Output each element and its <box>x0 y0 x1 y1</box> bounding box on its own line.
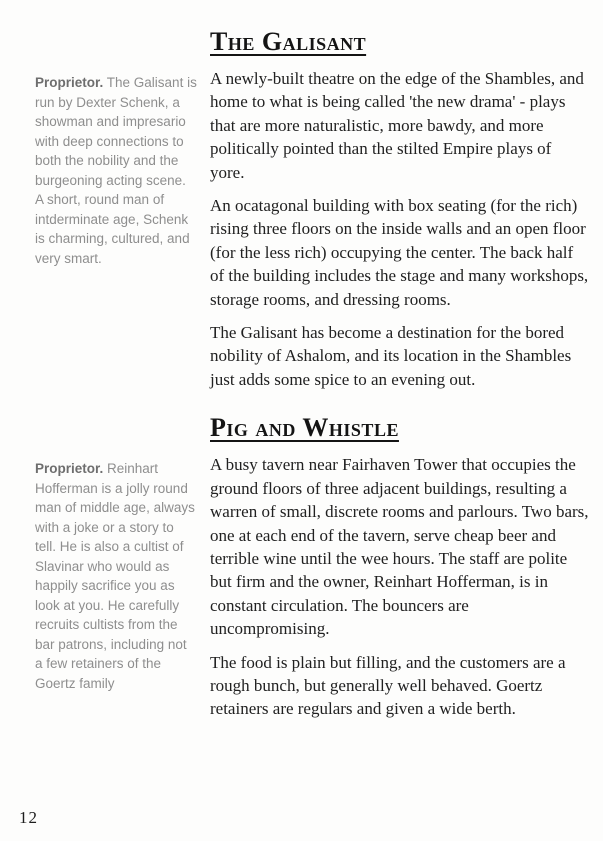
sidebar-note-text: The Galisant is run by Dexter Schenk, a showman and impresario with deep connections to both the nobility and the burgeoning acting scene. A short, round man of intderminate age, Schenk is charming, cultured, and very smart. <box>35 75 197 266</box>
section-the-galisant <box>35 27 590 401</box>
sidebar-note-text: Reinhart Hofferman is a jolly round man of middle age, always with a joke or a story to tell. He is also a cultist of Slavinar who would as happily sacrifice you as look at you. He carefully recruits cultists from the bar patrons, including not a few retainers of the Goertz family <box>35 461 195 691</box>
body-paragraph: An ocatagonal building with box seating (for the rich) rising three floors on the inside walls and an open floor (for the less rich) occupying the center. The back half of the building includes the stage and many workshops, storage rooms, and dressing rooms. <box>210 196 589 309</box>
body-paragraph: The Galisant has become a destination for the bored nobility of Ashalom, and its location in the Shambles just adds some spice to an evening out. <box>210 323 572 389</box>
sidebar-note-pig-and-whistle <box>35 413 197 693</box>
body-paragraph: A busy tavern near Fairhaven Tower that occupies the ground floors of three adjacent buildings, resulting a warren of small, discrete rooms and parlours. Two bars, one at each end of the tavern, serve cheap beer and terrible wine until the wee hours. The staff are polite but firm and the owner, Reinhart Hofferman, is in constant circulation. The bouncers are uncompromising. <box>210 455 589 639</box>
body-paragraph: A newly-built theatre on the edge of the Shambles, and home to what is being called 'the new drama' - plays that are more naturalistic, more bawdy, and more politically pointed than the stilted Empire plays of yore. <box>210 69 584 182</box>
section-content <box>210 27 590 401</box>
page-number: 12 <box>19 808 38 827</box>
body-paragraph: The food is plain but filling, and the customers are a rough bunch, but generally well behaved. Goertz retainers are regulars and given a wide berth. <box>210 652 566 719</box>
sidebar-note-label: Proprietor. <box>35 75 104 90</box>
section-heading-pig-and-whistle: Pig and Whistle <box>210 413 399 443</box>
section-pig-and-whistle <box>35 413 590 730</box>
sidebar-note-galisant <box>35 27 197 268</box>
section-heading-the-galisant: The Galisant <box>210 27 367 56</box>
section-content <box>210 413 590 730</box>
sidebar-note-label: Proprietor. <box>35 461 104 477</box>
